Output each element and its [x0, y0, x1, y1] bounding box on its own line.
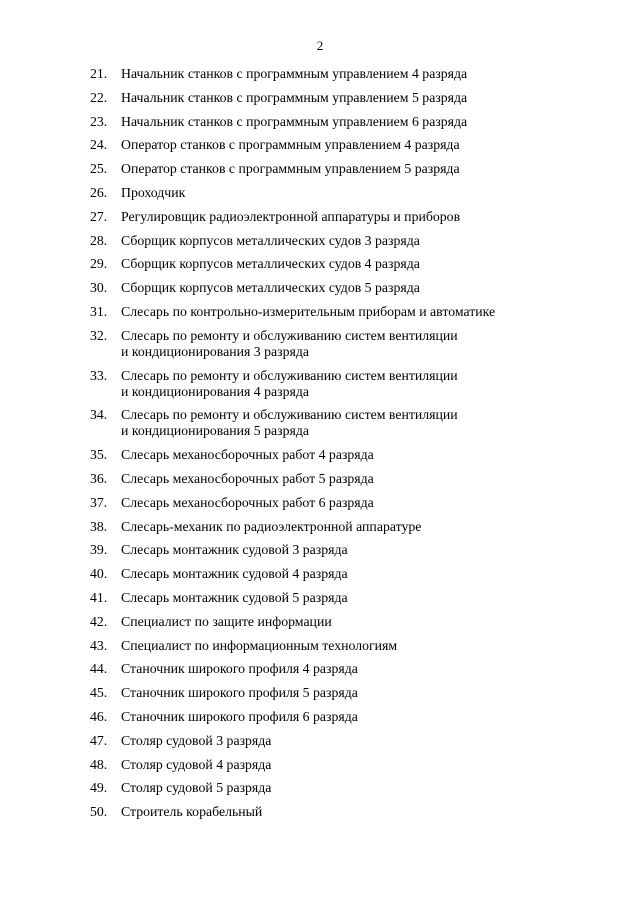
list-item-text-line: Слесарь монтажник судовой 4 разряда — [121, 566, 348, 582]
list-item — [0, 66, 640, 82]
list-item-text — [121, 185, 621, 201]
list-item-text — [121, 614, 621, 630]
list-item — [0, 804, 640, 820]
list-item-number: 45. — [90, 685, 108, 701]
list-item-text-line: Столяр судовой 3 разряда — [121, 732, 272, 748]
list-item-text-line: Сборщик корпусов металлических судов 5 разряда — [121, 280, 420, 296]
list-item-number: 31. — [90, 303, 108, 319]
list-item-number: 48. — [90, 756, 108, 772]
list-item-text-line: Специалист по защите информации — [121, 613, 332, 629]
list-item — [0, 519, 640, 535]
list-item-text — [121, 280, 621, 296]
list-item — [0, 566, 640, 582]
list-item — [0, 256, 640, 272]
list-item — [0, 638, 640, 654]
list-item-text-line: Регулировщик радиоэлектронной аппаратуры и приборов — [121, 208, 461, 224]
list-item-text-line: Слесарь по контрольно-измерительным приборам и автоматике — [121, 303, 496, 319]
list-item-text — [121, 209, 621, 225]
list-item-number: 27. — [90, 208, 108, 224]
list-item-text — [121, 328, 621, 360]
list-item-text-line: Начальник станков с программным управлением 6 разряда — [121, 113, 468, 129]
list-item-number: 24. — [90, 137, 108, 153]
list-item-number: 32. — [90, 327, 108, 343]
list-item — [0, 709, 640, 725]
list-item-number: 28. — [90, 232, 108, 248]
list-item-text-line: Оператор станков с программным управлением 4 разряда — [121, 137, 460, 153]
list-item-number: 43. — [90, 637, 108, 653]
list-item — [0, 90, 640, 106]
list-item-number: 26. — [90, 184, 108, 200]
list-item-text — [121, 757, 621, 773]
list-item-number: 50. — [90, 804, 108, 820]
list-item-text-line: Начальник станков с программным управлением 4 разряда — [121, 66, 468, 81]
list-item — [0, 328, 640, 360]
list-item — [0, 209, 640, 225]
list-item-text-line: и кондиционирования 3 разряда — [121, 343, 309, 359]
list-item-number: 33. — [90, 367, 108, 383]
list-item — [0, 368, 640, 400]
list-item-number: 34. — [90, 407, 108, 423]
list-item-text — [121, 256, 621, 272]
list-item-text — [121, 542, 621, 558]
list-item — [0, 614, 640, 630]
list-item-number: 29. — [90, 256, 108, 272]
list-item-number: 35. — [90, 447, 108, 463]
list-item-text — [121, 471, 621, 487]
list-item — [0, 495, 640, 511]
list-item-text-line: Начальник станков с программным управлением 5 разряда — [121, 89, 468, 105]
list-item-text — [121, 161, 621, 177]
list-item-text-line: Слесарь механосборочных работ 4 разряда — [121, 447, 374, 463]
list-item-number: 49. — [90, 780, 108, 796]
list-item-text-line: Слесарь монтажник судовой 5 разряда — [121, 589, 348, 605]
list-item — [0, 280, 640, 296]
list-item-text — [121, 733, 621, 749]
list-item-text — [121, 233, 621, 249]
list-item — [0, 304, 640, 320]
list-item-number: 40. — [90, 566, 108, 582]
list-item-text — [121, 638, 621, 654]
list-item-text — [121, 90, 621, 106]
profession-list — [0, 66, 640, 828]
list-item-text-line: Специалист по информационным технологиям — [121, 637, 398, 653]
list-item-text — [121, 304, 621, 320]
list-item-number: 44. — [90, 661, 108, 677]
list-item-number: 37. — [90, 494, 108, 510]
list-item-text — [121, 566, 621, 582]
list-item — [0, 733, 640, 749]
list-item-text-line: Столяр судовой 4 разряда — [121, 756, 272, 772]
list-item-text-line: Станочник широкого профиля 4 разряда — [121, 661, 358, 677]
list-item — [0, 447, 640, 463]
list-item-number: 38. — [90, 518, 108, 534]
list-item-text — [121, 407, 621, 439]
list-item — [0, 185, 640, 201]
list-item-text-line: Станочник широкого профиля 5 разряда — [121, 685, 358, 701]
list-item-text-line: Оператор станков с программным управлением 5 разряда — [121, 161, 460, 177]
list-item-number: 23. — [90, 113, 108, 129]
list-item-text-line: Столяр судовой 5 разряда — [121, 780, 272, 796]
list-item-number: 36. — [90, 470, 108, 486]
list-item-text-line: Сборщик корпусов металлических судов 3 разряда — [121, 232, 420, 248]
list-item-text — [121, 804, 621, 820]
list-item-text — [121, 137, 621, 153]
list-item-text — [121, 519, 621, 535]
list-item-number: 42. — [90, 613, 108, 629]
list-item — [0, 407, 640, 439]
list-item-text-line: Слесарь-механик по радиоэлектронной аппаратуре — [121, 518, 422, 534]
list-item-text-line: Слесарь по ремонту и обслуживанию систем вентиляции — [121, 327, 458, 343]
list-item-text-line: Слесарь по ремонту и обслуживанию систем вентиляции — [121, 367, 458, 383]
list-item — [0, 114, 640, 130]
list-item-text-line: и кондиционирования 4 разряда — [121, 383, 309, 399]
list-item-text-line: Слесарь по ремонту и обслуживанию систем вентиляции — [121, 407, 458, 423]
list-item — [0, 233, 640, 249]
list-item-number: 47. — [90, 732, 108, 748]
list-item — [0, 590, 640, 606]
list-item-number: 39. — [90, 542, 108, 558]
list-item-text — [121, 368, 621, 400]
list-item-text-line: Сборщик корпусов металлических судов 4 разряда — [121, 256, 420, 272]
list-item-text-line: Слесарь монтажник судовой 3 разряда — [121, 542, 348, 558]
list-item — [0, 780, 640, 796]
list-item-number: 22. — [90, 89, 108, 105]
list-item-text — [121, 685, 621, 701]
list-item — [0, 542, 640, 558]
list-item — [0, 161, 640, 177]
list-item-text — [121, 780, 621, 796]
list-item — [0, 661, 640, 677]
list-item — [0, 757, 640, 773]
list-item-number: 25. — [90, 161, 108, 177]
list-item-number: 46. — [90, 708, 108, 724]
list-item-number: 41. — [90, 589, 108, 605]
list-item-number: 21. — [90, 66, 108, 81]
list-item-text-line: Станочник широкого профиля 6 разряда — [121, 708, 358, 724]
list-item-text — [121, 661, 621, 677]
list-item-text-line: Слесарь механосборочных работ 6 разряда — [121, 494, 374, 510]
list-item — [0, 685, 640, 701]
list-item-text — [121, 447, 621, 463]
list-item-text-line: Слесарь механосборочных работ 5 разряда — [121, 470, 374, 486]
page-number: 2 — [316, 38, 324, 53]
list-item-text — [121, 495, 621, 511]
list-item-text-line: и кондиционирования 5 разряда — [121, 423, 309, 439]
list-item — [0, 137, 640, 153]
list-item-text-line: Строитель корабельный — [121, 804, 263, 820]
list-item-number: 30. — [90, 280, 108, 296]
list-item-text — [121, 66, 621, 82]
list-item-text — [121, 709, 621, 725]
list-item — [0, 471, 640, 487]
list-item-text-line: Проходчик — [121, 184, 186, 200]
list-item-text — [121, 590, 621, 606]
list-item-text — [121, 114, 621, 130]
